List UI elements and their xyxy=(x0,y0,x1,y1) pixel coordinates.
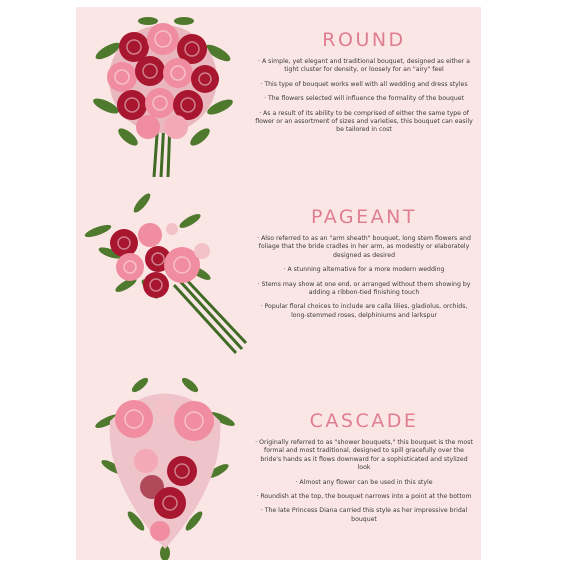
bullet-dot-icon: · xyxy=(260,507,263,515)
bullet-item: · Stems may show at one end, or arranged without them showing by adding a ribbon-tied finishing touch xyxy=(257,280,471,297)
bullet-item: · The late Princess Diana carried this style as her impressive bridal bouquet xyxy=(260,507,468,523)
bullet-item: · Roundish at the top, the bouquet narrows into a point at the bottom xyxy=(256,493,472,501)
bullet-item: · As a result of its ability to be comprised of either the same type of flower or an assortment of sizes and varieties, this bouquet can easily be tailored in cost xyxy=(255,109,473,134)
section-cascade xyxy=(250,410,478,530)
infographic-panel xyxy=(76,7,481,560)
bullet-dot-icon: · xyxy=(257,280,260,288)
section-pageant xyxy=(250,206,478,326)
bullet-item: · A stunning alternative for a more modern wedding xyxy=(283,266,445,274)
bullet-item: · The flowers selected will influence the formality of the bouquet xyxy=(264,95,464,103)
bullet-item: · This type of bouquet works well with all wedding and dress styles xyxy=(260,80,468,88)
section-title: CASCADE xyxy=(309,410,419,432)
bullet-dot-icon: · xyxy=(256,493,259,501)
bullet-item: · Also referred to as an "arm sheath" bouquet, long stem flowers and foliage that the bride cradles in her arm, as modestly or elaborately designed as desired xyxy=(257,235,471,259)
section-title: PAGEANT xyxy=(311,206,417,228)
bullet-dot-icon: · xyxy=(295,478,298,486)
bullet-item: · A simple, yet elegant and traditional bouquet, designed as either a tight cluster for density, or loosely for an "airy" feel xyxy=(258,58,470,74)
section-title: ROUND xyxy=(322,29,406,51)
bullet-item: · Popular floral choices to include are calla lilies, gladiolus, orchids, long-stemmed roses, delphiniums and larkspur xyxy=(260,303,468,319)
bullet-dot-icon: · xyxy=(257,235,260,242)
bullet-dot-icon: · xyxy=(283,266,286,274)
round-bouquet-illustration xyxy=(88,11,238,183)
bullet-item: · Almost any flower can be used in this style xyxy=(295,478,433,486)
bullet-dot-icon: · xyxy=(264,95,266,103)
bullet-dot-icon: · xyxy=(258,58,260,65)
bullet-dot-icon: · xyxy=(260,303,263,311)
bullet-dot-icon: · xyxy=(255,439,258,446)
bullet-item: · Originally referred to as "shower bouquets," this bouquet is the most formal and most traditional, designed to spill gracefully over the bride's hands as it flows downward for a sophisticated and stylized look xyxy=(255,439,473,472)
bullet-dot-icon: · xyxy=(260,80,263,88)
section-round xyxy=(250,29,478,141)
bullet-dot-icon: · xyxy=(259,109,262,117)
cascade-bouquet-illustration xyxy=(90,371,240,560)
pageant-bouquet-illustration xyxy=(80,189,250,359)
